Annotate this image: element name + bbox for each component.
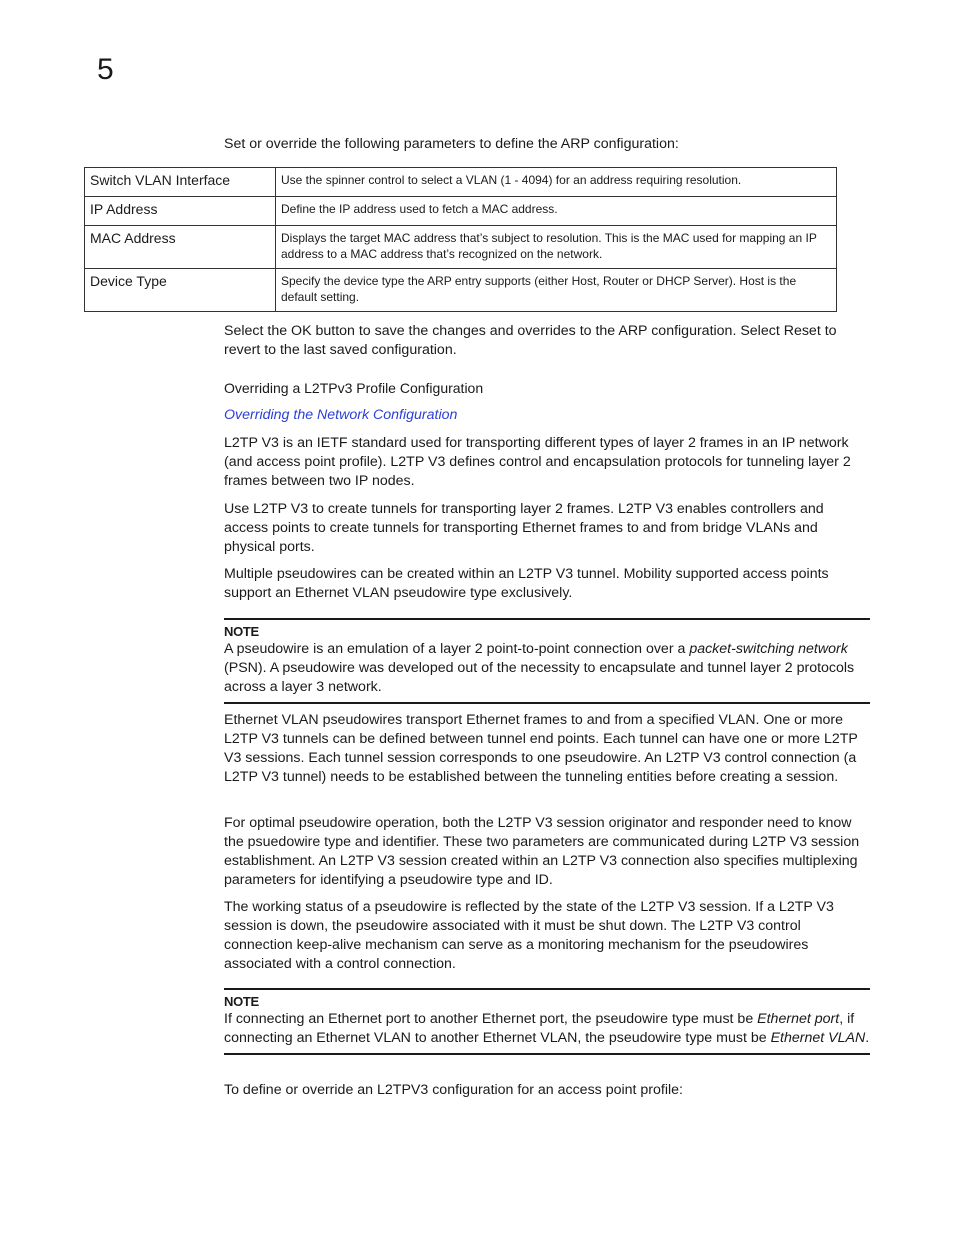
note-label: NOTE: [224, 624, 259, 639]
note-text: A pseudowire is an emulation of a layer 2 point-to-point connection over a packet-switching network (PSN). A pseudowire was developed out of the necessity to encapsulate and tunnel layer 2 protocols across a layer 3 network.: [224, 641, 855, 695]
note-label: NOTE: [224, 994, 259, 1009]
table-row: [85, 269, 837, 312]
arp-parameters-table: [84, 167, 837, 312]
working-status-paragraph: The working status of a pseudowire is reflected by the state of the L2TP V3 session. If a L2TP V3 session is down, the pseudowire associated with it must be shut down. The L2TP V3 control connection keep-alive mechanism can serve as a monitoring mechanism for the pseudowires associated with a control connection.: [224, 899, 834, 972]
l2tp-tunnels-paragraph: Use L2TP V3 to create tunnels for transporting layer 2 frames. L2TP V3 enables controllers and access points to create tunnels for transporting Ethernet frames to and from bridge VLANs and physical ports.: [224, 501, 824, 555]
note-box: [224, 988, 870, 1055]
note-text: If connecting an Ethernet port to another Ethernet port, the pseudowire type must be Ethernet port, if connecting an Ethernet VLAN to another Ethernet VLAN, the pseudowire type must be Ethernet VLAN.: [224, 1011, 870, 1046]
field-name: MAC Address: [85, 226, 276, 269]
ethernet-vlan-paragraph: Ethernet VLAN pseudowires transport Ethernet frames to and from a specified VLAN. One or more L2TP V3 tunnels can be defined between tunnel end points. Each tunnel can have one or more L2TP V3 sessions. Each tunnel session corresponds to one pseudowire. An L2TP V3 control connection (a L2TP V3 tunnel) needs to be established between the tunneling entities before creating a session.: [224, 712, 858, 785]
pseudowire-operation-paragraph: For optimal pseudowire operation, both the L2TP V3 session originator and responder need to know the psuedowire type and identifier. These two parameters are communicated during L2TP V3 session establishment. An L2TP V3 session created within an L2TP V3 connection also specifies multiplexing parameters for identifying a pseudowire type and ID.: [224, 815, 860, 888]
l2tp-intro-paragraph: L2TP V3 is an IETF standard used for transporting different types of layer 2 frames in an IP network (and access point profile). L2TP V3 defines control and encapsulation protocols for tunneling layer 2 frames between two IP nodes.: [224, 435, 851, 489]
field-name: Switch VLAN Interface: [85, 168, 276, 197]
field-description: Use the spinner control to select a VLAN (1 - 4094) for an address requiring resolution.: [276, 168, 837, 197]
table-row: [85, 197, 837, 226]
intro-paragraph: Set or override the following parameters to define the ARP configuration:: [224, 136, 679, 152]
field-description: Specify the device type the ARP entry supports (either Host, Router or DHCP Server). Host is the default setting.: [276, 269, 837, 312]
section-heading: Overriding a L2TPv3 Profile Configuration: [224, 380, 484, 396]
chapter-number: 5: [97, 53, 114, 86]
table-row: [85, 226, 837, 269]
table-row: [85, 168, 837, 197]
field-description: Displays the target MAC address that’s subject to resolution. This is the MAC used for mapping an IP address to a MAC address that’s recognized on the network.: [276, 226, 837, 269]
note-box: [224, 618, 870, 704]
network-configuration-link[interactable]: Overriding the Network Configuration: [224, 407, 458, 423]
field-description: Define the IP address used to fetch a MAC address.: [276, 197, 837, 226]
field-name: IP Address: [85, 197, 276, 226]
field-name: Device Type: [85, 269, 276, 312]
pseudowires-paragraph: Multiple pseudowires can be created within an L2TP V3 tunnel. Mobility supported access points support an Ethernet VLAN pseudowire type exclusively.: [224, 566, 829, 601]
save-reset-paragraph: Select the OK button to save the changes and overrides to the ARP configuration. Select Reset to revert to the last saved configuration.: [224, 323, 837, 358]
closing-paragraph: To define or override an L2TPV3 configuration for an access point profile:: [224, 1082, 683, 1098]
